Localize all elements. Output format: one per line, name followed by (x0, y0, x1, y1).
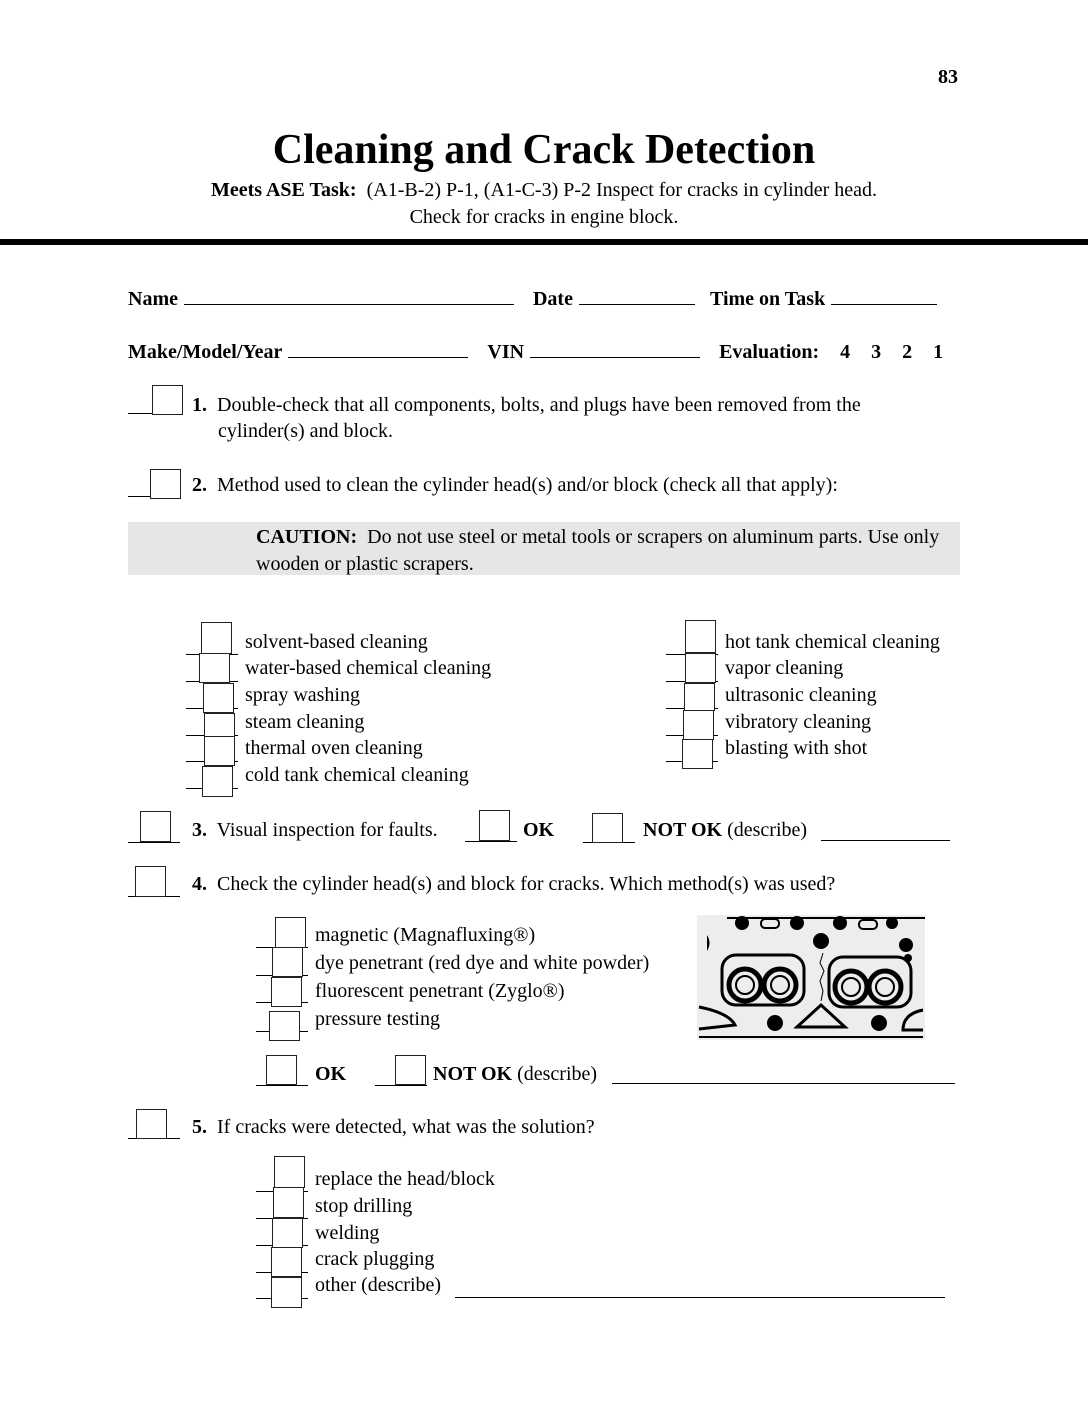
step5-checkbox[interactable] (136, 1109, 167, 1139)
header-divider (0, 239, 1088, 245)
checkbox-solvent-based[interactable] (201, 622, 232, 654)
checkbox-crack-plugging[interactable] (271, 1247, 302, 1277)
checkbox-stop-drilling[interactable] (273, 1187, 304, 1218)
step4-checkbox[interactable] (135, 866, 166, 897)
page-number: 83 (938, 66, 958, 88)
option-steam-cleaning: steam cleaning (245, 711, 365, 733)
make-model-year-label: Make/Model/Year (128, 341, 283, 363)
vin-label: VIN (487, 341, 525, 363)
step3-describe-field[interactable] (821, 840, 950, 841)
step1-underline (128, 413, 152, 414)
name-label: Name (128, 288, 178, 310)
step2-checkbox[interactable] (150, 469, 181, 499)
step4-describe-field[interactable] (612, 1083, 955, 1084)
step4-text: 4. Check the cylinder head(s) and block for cracks. Which method(s) was used? (192, 873, 836, 895)
option-replace-head: replace the head/block (315, 1168, 495, 1190)
option-other: other (describe) (315, 1274, 442, 1296)
step3-not-ok-checkbox[interactable] (592, 813, 623, 843)
cylinder-head-crack-illustration-icon (697, 915, 925, 1040)
step3-ok-label: OK (523, 819, 555, 841)
option-welding: welding (315, 1222, 380, 1244)
option-spray-washing: spray washing (245, 684, 360, 706)
checkbox-blasting-shot[interactable] (682, 739, 713, 769)
option-hot-tank: hot tank chemical cleaning (725, 631, 940, 653)
option-vapor-cleaning: vapor cleaning (725, 657, 844, 679)
ase-task-subtitle (0, 177, 1088, 231)
step4-not-ok-checkbox[interactable] (395, 1055, 426, 1085)
option-pressure-testing: pressure testing (315, 1008, 440, 1030)
step1-text: 1. Double-check that all components, bolts, and plugs have been removed from the cylinder(s) and block. (192, 394, 861, 442)
date-field[interactable] (579, 286, 695, 305)
checkbox-cold-tank[interactable] (202, 766, 233, 797)
checkbox-replace-head[interactable] (274, 1156, 305, 1188)
time-on-task-field[interactable] (831, 286, 937, 305)
eval-score-4[interactable]: 4 (840, 341, 851, 363)
date-label: Date (532, 288, 573, 310)
checkbox-vibratory[interactable] (683, 710, 714, 740)
checkbox-dye-penetrant[interactable] (272, 947, 303, 977)
name-field[interactable] (184, 286, 514, 305)
make-model-year-field[interactable] (288, 339, 468, 358)
option-vibratory: vibratory cleaning (725, 711, 872, 733)
eval-score-1[interactable]: 1 (933, 341, 944, 363)
vin-field[interactable] (530, 339, 700, 358)
step3-underline (128, 842, 180, 843)
step4-ok-checkbox[interactable] (266, 1055, 297, 1085)
step5-text: 5. If cracks were detected, what was the solution? (192, 1116, 595, 1138)
time-on-task-label: Time on Task (709, 288, 826, 310)
ase-task-label: Meets ASE Task: (211, 179, 357, 201)
option-crack-plugging: crack plugging (315, 1248, 435, 1270)
checkbox-magnetic[interactable] (275, 917, 306, 948)
step3-ok-checkbox[interactable] (479, 810, 510, 841)
caution-text: CAUTION: Do not use steel or metal tools or scrapers on aluminum parts. Use only wooden or plastic scrapers. (256, 526, 940, 575)
step4-notok-underline (375, 1085, 427, 1086)
step3-checkbox[interactable] (140, 811, 171, 842)
page-title: Cleaning and Crack Detection (272, 127, 816, 173)
checkbox-other[interactable] (271, 1277, 302, 1308)
checkbox-welding[interactable] (272, 1218, 303, 1248)
checkbox-pressure-testing[interactable] (269, 1011, 300, 1041)
caution-label: CAUTION: (256, 526, 358, 548)
checkbox-water-based[interactable] (199, 653, 230, 683)
vehicle-row (128, 339, 943, 364)
checkbox-spray-washing[interactable] (203, 683, 234, 713)
step3-text: 3. Visual inspection for faults. (192, 819, 438, 841)
checkbox-fluorescent[interactable] (271, 977, 302, 1007)
step3-not-ok: NOT OK (describe) (643, 819, 808, 841)
evaluation-scores (824, 341, 943, 363)
other-describe-field[interactable] (455, 1297, 945, 1298)
checkbox-vapor-cleaning[interactable] (685, 653, 716, 683)
name-row (128, 286, 937, 311)
evaluation-label: Evaluation: (719, 341, 820, 363)
step2-underline (128, 496, 152, 497)
checkbox-ultrasonic[interactable] (684, 683, 715, 711)
checkbox-steam-cleaning[interactable] (204, 713, 235, 738)
step1-checkbox[interactable] (152, 385, 183, 415)
ase-task-line1: (A1-B-2) P-1, (A1-C-3) P-2 Inspect for cracks in cylinder head. (366, 179, 877, 201)
checkbox-hot-tank[interactable] (685, 620, 716, 653)
option-fluorescent: fluorescent penetrant (Zyglo®) (315, 980, 565, 1002)
option-blasting-shot: blasting with shot (725, 737, 868, 759)
option-stop-drilling: stop drilling (315, 1195, 413, 1217)
eval-score-2[interactable]: 2 (902, 341, 913, 363)
option-ultrasonic: ultrasonic cleaning (725, 684, 877, 706)
option-thermal-oven: thermal oven cleaning (245, 737, 423, 759)
ase-task-line2: Check for cracks in engine block. (409, 206, 679, 228)
step4-not-ok: NOT OK (describe) (433, 1063, 598, 1085)
step4-ok-label: OK (315, 1063, 347, 1085)
option-solvent-based: solvent-based cleaning (245, 631, 428, 653)
step3-ok-underline (465, 841, 517, 842)
eval-score-3[interactable]: 3 (871, 341, 882, 363)
option-dye-penetrant: dye penetrant (red dye and white powder) (315, 952, 650, 974)
checkbox-thermal-oven[interactable] (204, 736, 235, 766)
option-magnetic: magnetic (Magnafluxing®) (315, 924, 536, 946)
option-water-based: water-based chemical cleaning (245, 657, 492, 679)
option-cold-tank: cold tank chemical cleaning (245, 764, 469, 786)
step4-ok-underline (256, 1085, 308, 1086)
step2-text: 2. Method used to clean the cylinder head(s) and/or block (check all that apply): (192, 474, 838, 496)
